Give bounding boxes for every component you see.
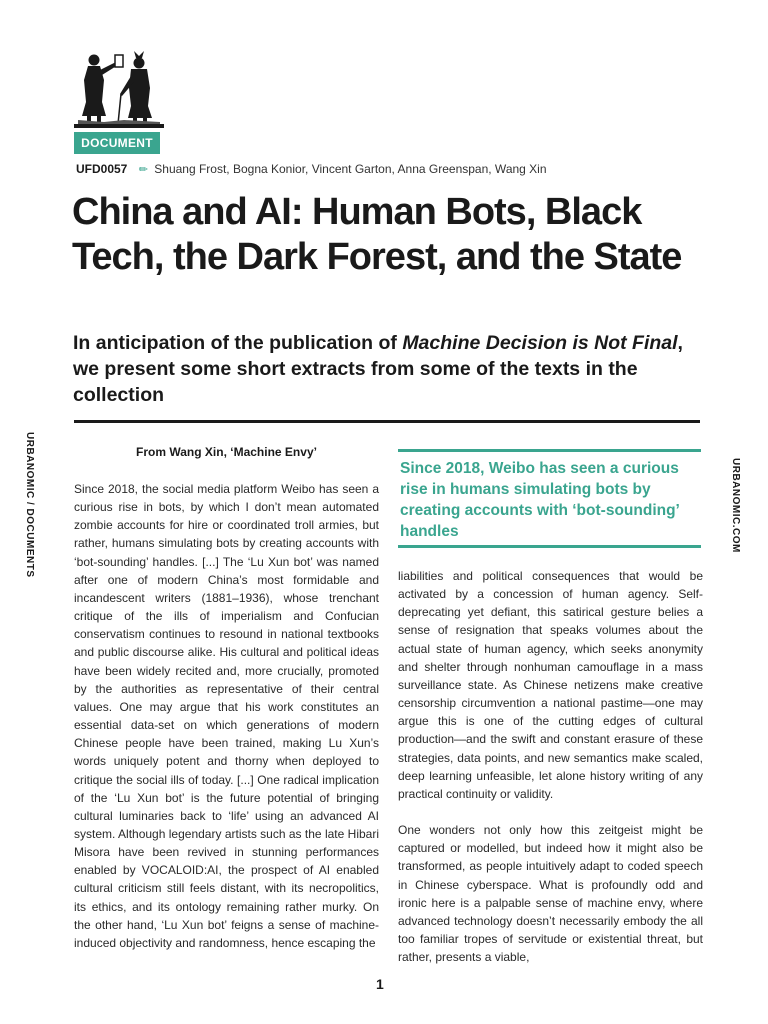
body-column-right [398, 567, 703, 966]
pull-quote [398, 449, 701, 548]
subtitle-lead: In anticipation of the publication of [73, 332, 403, 354]
engraving-logo-icon [74, 50, 164, 128]
page-number: 1 [376, 976, 384, 992]
pull-quote-text: Since 2018, Weibo has seen a curious rise in humans simulating bots by creating accounts with ‘bot-sounding’ handles [400, 460, 680, 540]
side-label-left: URBANOMIC / DOCUMENTS [24, 432, 35, 578]
subtitle-book-title: Machine Decision is Not Final [402, 332, 678, 354]
authors: Shuang Frost, Bogna Konior, Vincent Garton, Anna Greenspan, Wang Xin [154, 162, 547, 176]
document-code: UFD0057 [76, 162, 128, 176]
subtitle-tail: , we present some short extracts from some of the texts in the collection [73, 332, 683, 406]
document-badge: DOCUMENT [74, 132, 160, 154]
pencil-icon: ✏ [138, 164, 148, 176]
side-label-right: URBANOMIC.COM [730, 458, 741, 553]
body-paragraph: One wonders not only how this zeitgeist might be captured or modelled, but indeed how it might also be transformed, as people intuitively adapt to coded speech in Chinese cyberspace. What is profoundly odd and ironic here is a palpable sense of machine envy, where advanced technology doesn’t necessarily embody the all too familiar tropes of servitude or existential threat, but rather, presents a viable, [398, 823, 703, 965]
body-column-left [74, 480, 379, 952]
page-title: China and AI: Human Bots, Black Tech, the Dark Forest, and the State [72, 191, 682, 278]
header-divider [74, 420, 700, 423]
body-paragraph: liabilities and political consequences that would be activated by a concession of human agency. Self-deprecating yet defiant, this satirical gesture belies a sense of resignation that speaks volumes about the actual state of human agency, which seeks anonymity and shelter through nonhuman camouflage in a mass surveillance state. As Chinese netizens make creative censorship circumvention a national pastime—one may argue this is one of the cutting edges of cultural production—and the swift and constant erasure of these strategies, data points, and new semantics make scaled, deep learning unfeasible, let alone history writing of any practical continuity or validity. [398, 569, 703, 801]
excerpt-title: From Wang Xin, ‘Machine Envy’ [136, 445, 317, 459]
page-subtitle [73, 330, 703, 408]
body-paragraph: Since 2018, the social media platform Weibo has seen a curious rise in bots, by which I don’t mean automated zombie accounts for hire or coordinated troll armies, but rather, humans simulating bots by creating accounts with ‘bot-sounding’ handles. [...] The ‘Lu Xun bot’ was named after one of modern China’s most formidable and incandescent writers (1881–1936), whose trenchant critique of the ills of imperialism and Confucian conservatism continues to resound in national textbooks and public discourse alike. His cultural and political ideas have been widely recited and, more crucially, promoted by the authorities as representative of their central values. One may argue that his work constitutes an essential data-set on which generations of modern Chinese people have been trained, making Lu Xun’s words uniquely potent and thorny when deployed to critique the social ills of today. [...] One radical implication of the ‘Lu Xun bot’ is the future potential of bringing cultural luminaries back to ‘life’ using an advanced AI system. Although legendary artists such as the late Hibari Misora have been revived in stunning performances enabled by VOCALOID:AI, the prospect of AI enabled cultural criticism still feels distant, with its necropolitics, its ethics, and its ontology remaining rather murky. On the other hand, ‘Lu Xun bot’ feigns a sense of machine-induced objectivity and randomness, hence escaping the [74, 482, 379, 950]
document-meta [76, 162, 547, 176]
